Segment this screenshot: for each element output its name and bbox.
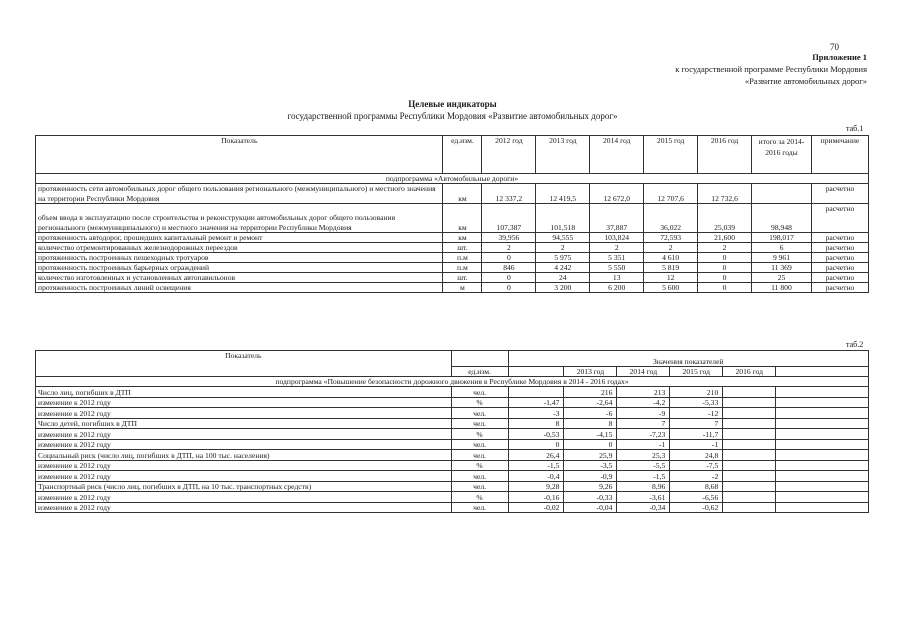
t1-row-name: объем ввода в эксплуатацию после строительства и реконструкции автомобильных дорог общего пользования регионального (межмуниципального) и местного значения на территории Республики Мордовия: [36, 204, 443, 233]
t1-row-value: 2: [590, 243, 644, 253]
t2-header-empty-1: [508, 367, 564, 377]
t2-row-value: -1,5: [617, 471, 670, 482]
t2-row: [36, 492, 869, 503]
t2-header-row-1: [36, 351, 869, 367]
t2-row-empty-1: [723, 460, 776, 471]
t2-row-empty-2: [776, 502, 869, 513]
t1-header-2014: 2014 год: [590, 136, 644, 174]
t2-header-blank: [451, 351, 508, 367]
t1-row-note: расчетно: [811, 243, 868, 253]
t2-row: [36, 471, 869, 482]
title-line-1: Целевые индикаторы: [408, 99, 497, 109]
t2-row: [36, 460, 869, 471]
t1-row-value: 2: [482, 243, 536, 253]
t1-row-value: 0: [698, 273, 752, 283]
t1-row: [36, 184, 869, 204]
t1-row-value: 5 819: [644, 263, 698, 273]
t1-row-value: 107,387: [482, 204, 536, 233]
t2-subprogram: подпрограмма «Повышение безопасности дорожного движения в Республике Мордовия в 2014 - 2016 годах»: [36, 377, 869, 387]
t1-row-unit: п.м: [443, 263, 482, 273]
t1-row-value: 2: [536, 243, 590, 253]
t2-row-empty-1: [723, 439, 776, 450]
table2-label: таб.2: [846, 340, 864, 349]
t2-header-unit: ед.изм.: [451, 367, 508, 377]
t1-row-value: 4 610: [644, 253, 698, 263]
t2-header-year-2015: 2015 год: [670, 367, 723, 377]
t2-row-name: изменение к 2012 году: [36, 460, 452, 471]
t1-header-note: примечание: [811, 136, 868, 174]
t2-row-value: -11,7: [670, 429, 723, 440]
t2-header-year-2013: 2013 год: [564, 367, 617, 377]
t2-row-value: -4,2: [617, 397, 670, 408]
t2-row-empty-1: [723, 450, 776, 461]
page-number: 70: [830, 42, 839, 52]
t1-row-value: [752, 184, 812, 204]
t1-header-unit: ед.изм.: [443, 136, 482, 174]
t1-row-value: 5 550: [590, 263, 644, 273]
t2-row: [36, 387, 869, 398]
t1-row-value: 12: [644, 273, 698, 283]
t1-row-value: 6: [752, 243, 812, 253]
t1-header-2012: 2012 год: [482, 136, 536, 174]
appendix-line-2: «Развитие автомобильных дорог»: [744, 76, 867, 86]
t2-row-value: -1,5: [508, 460, 564, 471]
t1-row-value: 0: [698, 253, 752, 263]
t2-row-empty-2: [776, 429, 869, 440]
t1-row-name: протяженность сети автомобильных дорог общего пользования регионального (межмуниципального) и местного значения на территории Республики Мордовия: [36, 184, 443, 204]
t2-header-empty-2: [776, 367, 869, 377]
t2-row-unit: чел.: [451, 471, 508, 482]
t2-row-empty-2: [776, 450, 869, 461]
t1-row-value: 103,824: [590, 233, 644, 243]
t2-header-values: Значения показателей: [508, 351, 868, 367]
t2-row-name: изменение к 2012 году: [36, 397, 452, 408]
t1-row-value: 12 672,0: [590, 184, 644, 204]
t2-row-value: 0: [564, 439, 617, 450]
t2-row-value: 216: [564, 387, 617, 398]
t2-row-empty-1: [723, 502, 776, 513]
t1-row: [36, 253, 869, 263]
t2-row: [36, 439, 869, 450]
appendix-header: [675, 51, 867, 87]
t2-row-value: 25,3: [617, 450, 670, 461]
t1-row-value: 13: [590, 273, 644, 283]
t1-row: [36, 233, 869, 243]
t1-row-unit: км: [443, 184, 482, 204]
table1: [35, 135, 869, 293]
t2-row-unit: %: [451, 460, 508, 471]
t1-header-2015: 2015 год: [644, 136, 698, 174]
t2-row-name: изменение к 2012 году: [36, 439, 452, 450]
t1-row-value: 39,956: [482, 233, 536, 243]
t2-row-unit: %: [451, 397, 508, 408]
t2-row-value: 9,26: [564, 481, 617, 492]
t1-row-value: 9 961: [752, 253, 812, 263]
t2-row-value: 24,8: [670, 450, 723, 461]
t1-header-total: итого за 2014-2016 годы: [752, 136, 812, 174]
t2-row-value: -0,02: [508, 502, 564, 513]
t2-row-value: 26,4: [508, 450, 564, 461]
t2-row-name: изменение к 2012 году: [36, 429, 452, 440]
t2-row-value: 8: [564, 418, 617, 429]
t2-header-year-2016: 2016 год: [723, 367, 776, 377]
t1-row-note: расчетно: [811, 233, 868, 243]
t2-row-empty-1: [723, 429, 776, 440]
t2-row-empty-2: [776, 481, 869, 492]
t1-row-value: 0: [482, 253, 536, 263]
t2-row-value: 7: [617, 418, 670, 429]
t1-row-value: 25,039: [698, 204, 752, 233]
t1-row-note: расчетно: [811, 204, 868, 233]
t1-row-value: 4 242: [536, 263, 590, 273]
t1-header-indicator: Показатель: [36, 136, 443, 174]
t1-row-value: 5 975: [536, 253, 590, 263]
t2-row-value: -3,5: [564, 460, 617, 471]
t2-row-name: Число лиц, погибших в ДТП: [36, 387, 452, 398]
t2-row-empty-2: [776, 471, 869, 482]
t2-row: [36, 450, 869, 461]
t1-row-name: количество отремонтированных железнодорожных переездов: [36, 243, 443, 253]
t1-row: [36, 283, 869, 293]
t2-row-value: -5,33: [670, 397, 723, 408]
t1-row-name: протяженность построенных пешеходных тротуаров: [36, 253, 443, 263]
t1-row-note: расчетно: [811, 253, 868, 263]
t2-row: [36, 502, 869, 513]
t1-row-value: 36,022: [644, 204, 698, 233]
t2-row-value: -0,53: [508, 429, 564, 440]
t2-row-unit: чел.: [451, 387, 508, 398]
t1-row-value: 12 419,5: [536, 184, 590, 204]
t2-row-value: 0: [508, 439, 564, 450]
table1-header-row: [36, 136, 869, 174]
t2-row-value: 25,9: [564, 450, 617, 461]
t2-row-value: 213: [617, 387, 670, 398]
t2-row-empty-2: [776, 397, 869, 408]
t1-row-unit: км: [443, 204, 482, 233]
t1-row-value: 12 732,6: [698, 184, 752, 204]
t1-row-value: 3 200: [536, 283, 590, 293]
t2-row-unit: чел.: [451, 450, 508, 461]
t2-row-value: -9: [617, 408, 670, 419]
t2-row-empty-1: [723, 387, 776, 398]
t2-row-value: -1: [670, 439, 723, 450]
appendix-line-1: к государственной программе Республики Мордовия: [675, 64, 867, 74]
t1-row: [36, 204, 869, 233]
t2-row-unit: чел.: [451, 418, 508, 429]
t2-row: [36, 408, 869, 419]
t2-header-indicator: Показатель: [36, 351, 452, 377]
t2-row-empty-1: [723, 492, 776, 503]
t1-row-value: 72,593: [644, 233, 698, 243]
t1-row-value: 94,555: [536, 233, 590, 243]
t1-header-2016: 2016 год: [698, 136, 752, 174]
t2-row-empty-1: [723, 481, 776, 492]
t2-row-value: -1: [617, 439, 670, 450]
t2-row-value: -0,33: [564, 492, 617, 503]
table2: [35, 350, 869, 513]
t1-row-value: 846: [482, 263, 536, 273]
t2-row-value: -6,56: [670, 492, 723, 503]
t1-row-value: 98,948: [752, 204, 812, 233]
t1-row-value: 5 351: [590, 253, 644, 263]
t1-row: [36, 273, 869, 283]
t1-row-value: 0: [698, 263, 752, 273]
t2-row-value: 8,96: [617, 481, 670, 492]
t2-row-unit: %: [451, 429, 508, 440]
t1-row-unit: шт.: [443, 273, 482, 283]
t2-row-value: -0,16: [508, 492, 564, 503]
t1-row-unit: м: [443, 283, 482, 293]
t2-row-unit: чел.: [451, 481, 508, 492]
t2-row-value: -7,5: [670, 460, 723, 471]
t2-row-value: -3: [508, 408, 564, 419]
t1-row-value: 11 369: [752, 263, 812, 273]
t1-row-value: 11 800: [752, 283, 812, 293]
t2-row: [36, 418, 869, 429]
t1-row-name: количество изготовленных и установленных автопавильонов: [36, 273, 443, 283]
t2-row-name: Социальный риск (число лиц, погибших в ДТП, на 100 тыс. населения): [36, 450, 452, 461]
t1-row-value: 198,017: [752, 233, 812, 243]
t2-row: [36, 481, 869, 492]
t2-row-value: -0,62: [670, 502, 723, 513]
t1-row-value: 24: [536, 273, 590, 283]
t2-row-value: 7: [670, 418, 723, 429]
t2-row-name: изменение к 2012 году: [36, 471, 452, 482]
t2-row-value: -4,15: [564, 429, 617, 440]
t1-row-unit: км: [443, 233, 482, 243]
t2-row-value: -3,61: [617, 492, 670, 503]
t1-row-value: 2: [644, 243, 698, 253]
table1-label: таб.1: [846, 124, 864, 133]
t1-row-value: 37,887: [590, 204, 644, 233]
t1-row-value: 0: [482, 283, 536, 293]
t2-row-empty-2: [776, 439, 869, 450]
t2-row-value: 210: [670, 387, 723, 398]
t2-row-name: изменение к 2012 году: [36, 408, 452, 419]
t2-row-value: -0,04: [564, 502, 617, 513]
t1-row-note: расчетно: [811, 184, 868, 204]
t2-header-year-2014: 2014 год: [617, 367, 670, 377]
t1-row-name: протяженность построенных линий освещения: [36, 283, 443, 293]
t2-row: [36, 397, 869, 408]
t1-row-value: 2: [698, 243, 752, 253]
t1-row: [36, 243, 869, 253]
t2-row-value: -12: [670, 408, 723, 419]
t2-row-empty-1: [723, 418, 776, 429]
t2-row-value: -2,64: [564, 397, 617, 408]
t2-row-name: Транспортный риск (число лиц, погибших в ДТП, на 10 тыс. транспортных средств): [36, 481, 452, 492]
title-line-2: государственной программы Республики Мордовия «Развитие автомобильных дорог»: [287, 111, 618, 121]
t2-row-value: -0,9: [564, 471, 617, 482]
t2-row-value: -5,5: [617, 460, 670, 471]
t1-row-value: 6 200: [590, 283, 644, 293]
t1-row-value: 101,518: [536, 204, 590, 233]
t2-row-value: [508, 387, 564, 398]
t2-row-empty-1: [723, 408, 776, 419]
t2-row-empty-1: [723, 397, 776, 408]
t2-row-empty-2: [776, 418, 869, 429]
appendix-title: Приложение 1: [812, 52, 867, 62]
t2-row-value: -6: [564, 408, 617, 419]
t2-row-name: изменение к 2012 году: [36, 492, 452, 503]
t1-row: [36, 263, 869, 273]
t1-row-unit: п.м: [443, 253, 482, 263]
t2-row-value: 8,68: [670, 481, 723, 492]
t2-row-value: -0,4: [508, 471, 564, 482]
t1-header-2013: 2013 год: [536, 136, 590, 174]
document-title: [0, 98, 905, 122]
t1-row-note: расчетно: [811, 273, 868, 283]
t2-row-name: Число детей, погибших в ДТП: [36, 418, 452, 429]
t2-row: [36, 429, 869, 440]
t2-row-unit: чел.: [451, 502, 508, 513]
t2-row-value: 8: [508, 418, 564, 429]
t1-row-name: протяженность автодорог, прошедших капитальный ремонт и ремонт: [36, 233, 443, 243]
t2-row-value: -0,34: [617, 502, 670, 513]
t2-row-empty-2: [776, 387, 869, 398]
t2-row-empty-2: [776, 492, 869, 503]
t1-row-value: 5 600: [644, 283, 698, 293]
t1-row-unit: шт.: [443, 243, 482, 253]
t2-row-empty-1: [723, 471, 776, 482]
t2-row-value: -2: [670, 471, 723, 482]
t1-row-name: протяженность построенных барьерных ограждений: [36, 263, 443, 273]
t2-row-empty-2: [776, 460, 869, 471]
t1-subprogram-row: [36, 174, 869, 184]
t2-row-empty-2: [776, 408, 869, 419]
t2-row-unit: чел.: [451, 439, 508, 450]
t2-subprogram-row: [36, 377, 869, 387]
t1-row-value: 25: [752, 273, 812, 283]
t1-row-note: расчетно: [811, 283, 868, 293]
t1-row-value: 0: [698, 283, 752, 293]
t1-row-value: 0: [482, 273, 536, 283]
t2-row-value: -1,47: [508, 397, 564, 408]
t1-row-value: 21,600: [698, 233, 752, 243]
t1-row-value: 12 707,6: [644, 184, 698, 204]
t1-row-note: расчетно: [811, 263, 868, 273]
t1-subprogram: подпрограмма «Автомобильные дороги»: [36, 174, 869, 184]
t1-row-value: 12 337,2: [482, 184, 536, 204]
t2-row-unit: чел.: [451, 408, 508, 419]
t2-row-name: изменение к 2012 году: [36, 502, 452, 513]
t2-row-unit: %: [451, 492, 508, 503]
t2-row-value: -7,23: [617, 429, 670, 440]
t2-row-value: 9,28: [508, 481, 564, 492]
